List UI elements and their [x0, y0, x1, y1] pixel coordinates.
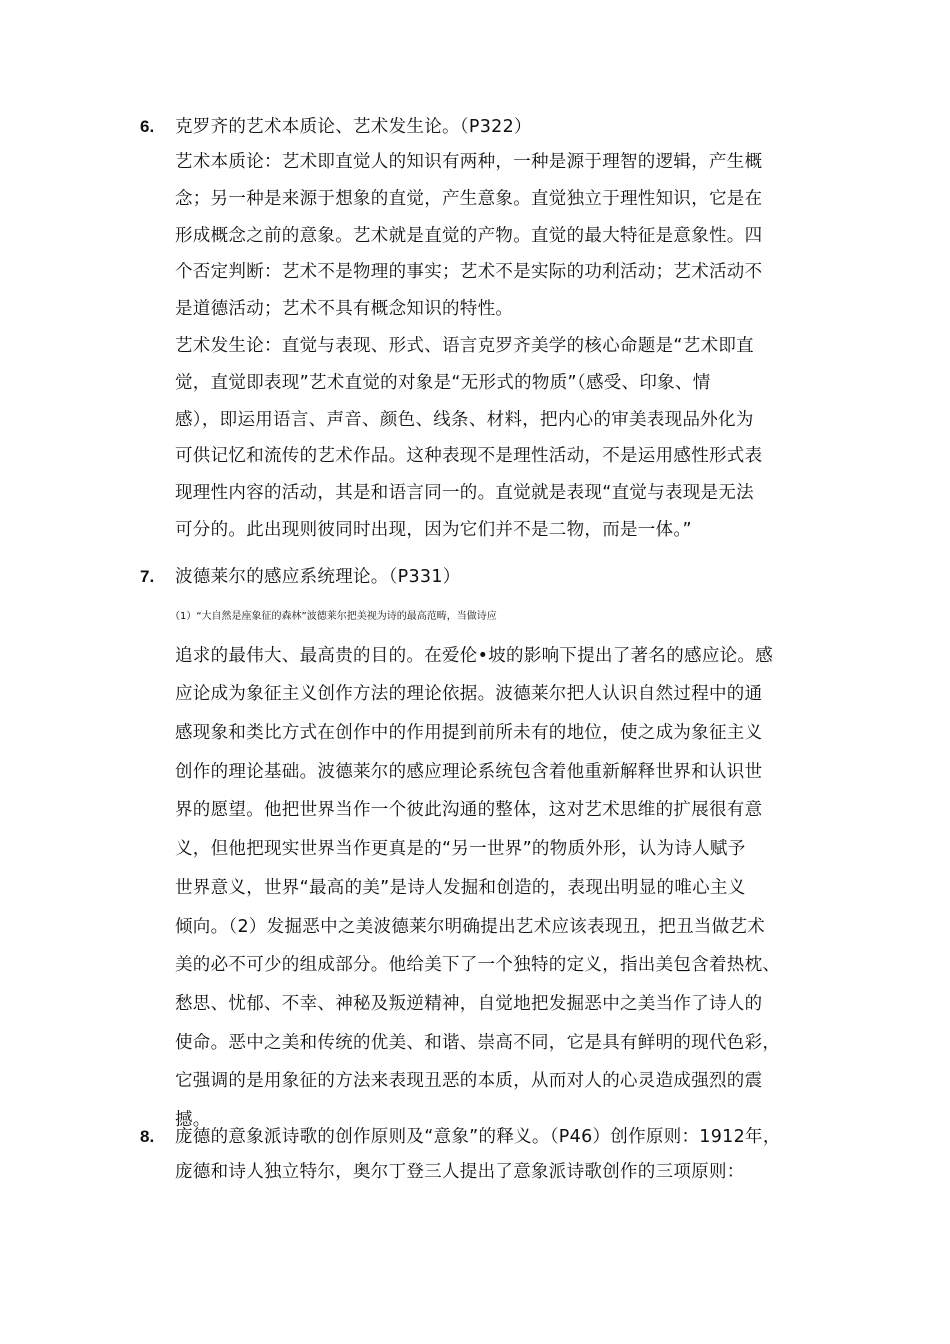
- paragraph-line: 艺术本质论：艺术即直觉人的知识有两种，一种是源于理智的逻辑，产生概: [175, 152, 763, 172]
- paragraph-line: 可分的。此出现则彼同时出现，因为它们并不是二物，而是一体。”: [175, 519, 692, 540]
- paragraph-line: 它强调的是用象征的方法来表现丑恶的本质，从而对人的心灵造成强烈的震: [175, 1071, 763, 1092]
- paragraph-line: 念；另一种是来源于想象的直觉，产生意象。直觉独立于理性知识，它是在: [175, 188, 763, 209]
- paragraph-line: 创作的理论基础。波德莱尔的感应理论系统包含着他重新解释世界和认识世: [175, 761, 763, 782]
- paragraph-line: 可供记忆和流传的艺术作品。这种表现不是理性活动，不是运用感性形式表: [175, 446, 763, 467]
- paragraph-line: 使命。恶中之美和传统的优美、和谐、崇高不同，它是具有鲜明的现代色彩，: [175, 1032, 781, 1053]
- section-number: 6.: [140, 117, 155, 136]
- paragraph-line: 艺术发生论：直觉与表现、形式、语言克罗齐美学的核心命题是“艺术即直: [175, 335, 754, 356]
- paragraph-line: 是道德活动；艺术不具有概念知识的特性。: [175, 299, 514, 320]
- section-heading: 波德莱尔的感应系统理论。（P331）: [175, 567, 461, 587]
- section-body: [175, 112, 840, 549]
- paragraph-line: 追求的最伟大、最高贵的目的。在爱伦•坡的影响下提出了著名的感应论。感: [175, 645, 774, 666]
- paragraph-line: 觉，直觉即表现”艺术直觉的对象是“无形式的物质”（感受、印象、情: [175, 372, 711, 393]
- section-number: 8.: [140, 1127, 155, 1146]
- section-body: [170, 562, 840, 1178]
- paragraph-line: 撼。: [175, 1109, 211, 1130]
- paragraph-line: 感现象和类比方式在创作中的作用提到前所未有的地位，使之成为象征主义: [175, 723, 763, 744]
- paragraph-line: 个否定判断：艺术不是物理的事实；艺术不是实际的功利活动；艺术活动不: [175, 262, 763, 283]
- section-heading: 克罗齐的艺术本质论、艺术发生论。（P322）: [175, 117, 532, 137]
- paragraph-line: 义，但他把现实世界当作更真是的“另一世界”的物质外形，认为诗人赋予: [175, 839, 746, 860]
- section-number: 7.: [140, 567, 155, 586]
- paragraph-line: 庞德和诗人独立特尔，奥尔丁登三人提出了意象派诗歌创作的三项原则：: [175, 1162, 745, 1182]
- paragraph-line: 美的必不可少的组成部分。他给美下了一个独特的定义，指出美包含着热枕、: [175, 955, 781, 976]
- paragraph-line: 愁思、忧郁、不幸、神秘及叛逆精神，自觉地把发掘恶中之美当作了诗人的: [175, 993, 763, 1014]
- paragraph-line: 感），即运用语言、声音、颜色、线条、材料，把内心的审美表现品外化为: [175, 409, 754, 430]
- paragraph-line: 界的愿望。他把世界当作一个彼此沟通的整体，这对艺术思维的扩展很有意: [175, 800, 763, 821]
- paragraph-line: 形成概念之前的意象。艺术就是直觉的产物。直觉的最大特征是意象性。四: [175, 225, 763, 246]
- paragraph-line: （1）“大自然是座象征的森林”波德莱尔把美视为诗的最高范畴，当做诗应: [170, 611, 497, 622]
- section-body: [175, 1122, 840, 1191]
- paragraph-line: 世界意义，世界“最高的美”是诗人发掘和创造的，表现出明显的唯心主义: [175, 877, 746, 898]
- paragraph-line: 现理性内容的活动，其是和语言同一的。直觉就是表现“直觉与表现是无法: [175, 483, 754, 504]
- paragraph-line: 倾向。（2）发掘恶中之美波德莱尔明确提出艺术应该表现丑，把丑当做艺术: [175, 916, 766, 937]
- paragraph-line: 庞德的意象派诗歌的创作原则及“意象”的释义。（P46）创作原则：1912年，: [175, 1127, 781, 1147]
- paragraph-line: 应论成为象征主义创作方法的理论依据。波德莱尔把人认识自然过程中的通: [175, 684, 763, 705]
